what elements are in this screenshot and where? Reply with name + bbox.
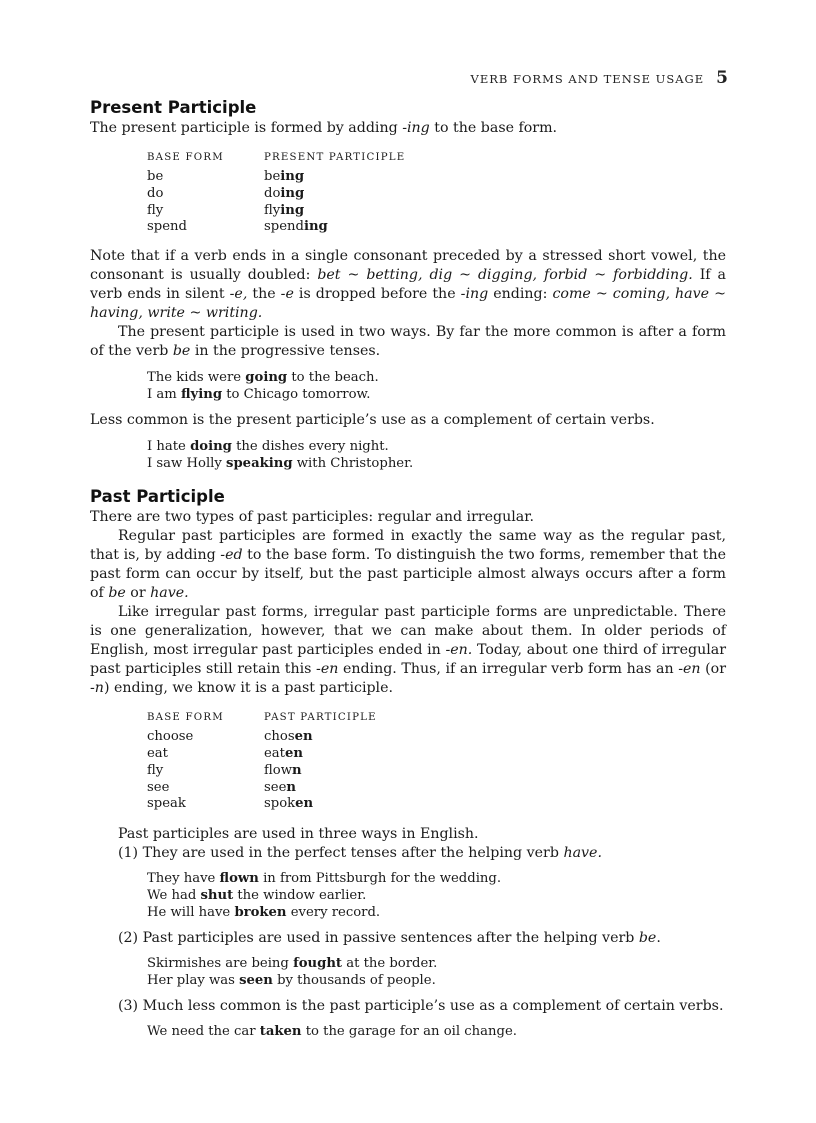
paragraph: Like irregular past forms, irregular past participle forms are unpredictable. There is one generalization, however, that we can make about them. In older periods of English, most irregular past participles ended in -en. Today, about one third of irregular past participles still retain this -en ending. Thus, if an irregular verb form has an -en (or -n) ending, we know it is a past participle. (90, 604, 726, 697)
paragraph: Less common is the present participle’s use as a complement of certain verbs. (90, 412, 655, 429)
example-sentence: He will have broken every record. (147, 905, 381, 921)
column-header: PAST PARTICIPLE (264, 712, 377, 724)
paragraph: Regular past participles are formed in exactly the same way as the regular past, that is, by adding -ed to the base form. To distinguish the two forms, remember that the past form can occur by itself, but the past participle almost always occurs after a form of be or have. (90, 528, 726, 602)
present-participle-section (90, 97, 726, 1040)
example-sentence: The kids were going to the beach. (147, 370, 379, 386)
example-sentence: We need the car taken to the garage for an oil change. (147, 1024, 517, 1040)
table-row: spend spending (147, 219, 328, 235)
example-sentence: I saw Holly speaking with Christopher. (147, 456, 414, 472)
table-row: speak spoken (147, 796, 314, 812)
example-sentence: Her play was seen by thousands of people. (147, 973, 436, 989)
section-heading: Past Participle (90, 487, 225, 507)
numbered-item: (2) Past participles are used in passive sentences after the helping verb be. (118, 930, 661, 947)
table-row: see seen (147, 779, 296, 795)
paragraph: The present participle is used in two ways. By far the more common is after a form of the verb be in the progressive tenses. (90, 324, 726, 360)
table-row: eat eaten (147, 745, 303, 761)
example-block (147, 369, 726, 403)
section-heading: Present Participle (90, 98, 257, 117)
example-sentence: I hate doing the dishes every night. (147, 439, 389, 455)
table-row: fly flown (147, 762, 302, 778)
table-row: do doing (147, 185, 305, 201)
paragraph: The present participle is formed by adding -ing to the base form. (90, 120, 558, 136)
example-sentence: I am flying to Chicago tomorrow. (147, 387, 371, 403)
paragraph: Past participles are used in three ways in English. (118, 826, 479, 843)
table-row: be being (147, 169, 305, 184)
example-block (147, 1023, 726, 1040)
example-block (147, 438, 726, 472)
example-block (147, 955, 726, 989)
running-title: VERB FORMS AND TENSE USAGE (470, 72, 705, 86)
numbered-item: (3) Much less common is the past participle’s use as a complement of certain verbs. (118, 998, 724, 1015)
numbered-item: (1) They are used in the perfect tenses after the helping verb have. (118, 845, 602, 862)
example-block (147, 870, 726, 921)
example-sentence: We had shut the window earlier. (147, 888, 367, 904)
table-row: fly flying (147, 202, 305, 218)
column-header: PRESENT PARTICIPLE (264, 152, 406, 163)
table-row: choose chosen (147, 729, 313, 745)
paragraph: Note that if a verb ends in a single consonant preceded by a stressed short vowel, the consonant is usually doubled: bet ~ betting, dig ~ digging, forbid ~ forbidding. If a verb ends in silent -e, the -e is dropped before the -ing ending: come ~ coming, have ~ having, write ~ writing. (90, 248, 726, 322)
past-participle-table (147, 712, 377, 813)
example-sentence: They have flown in from Pittsburgh for the wedding. (147, 871, 502, 887)
column-header: BASE FORM (147, 152, 224, 163)
paragraph: There are two types of past participles: regular and irregular. (90, 509, 534, 526)
example-sentence: Skirmishes are being fought at the border. (147, 956, 438, 972)
running-head (471, 68, 728, 88)
present-participle-table (147, 152, 405, 236)
column-header: BASE FORM (147, 712, 224, 724)
page-number: 5 (716, 68, 728, 88)
